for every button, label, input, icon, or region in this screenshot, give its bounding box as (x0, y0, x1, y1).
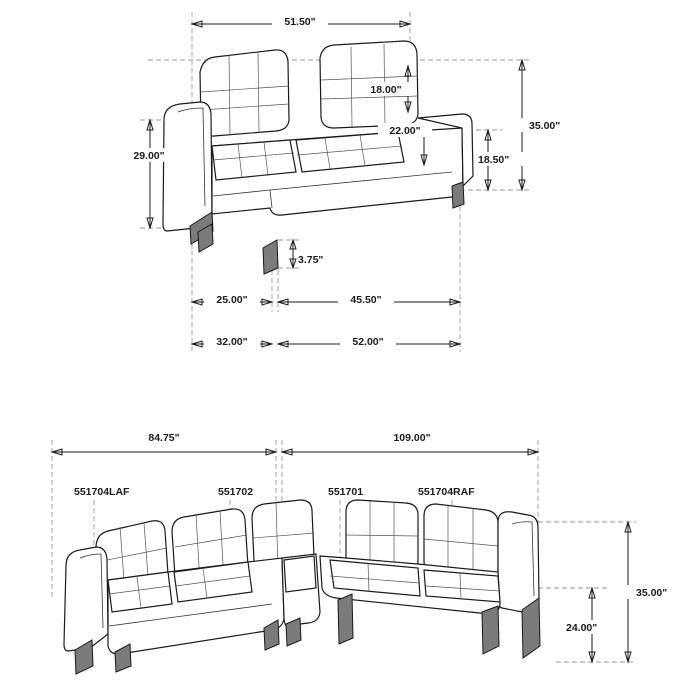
part-code-right-arm-facing: 551704RAF (418, 486, 475, 498)
dim-top-width-label: 51.50" (284, 16, 316, 28)
dim-back-height-label: 29.00" (133, 150, 165, 162)
sectional-illustration (64, 500, 540, 674)
dim-arm-height (476, 130, 526, 190)
dim-base-depth-label: 32.00" (216, 336, 248, 348)
sectional-corner-leg-3 (338, 594, 353, 644)
part-code-corner: 551701 (328, 486, 364, 498)
dim-overall-height (502, 60, 560, 190)
front-left-leg (263, 240, 278, 274)
part-code-left-arm-facing: 551704LAF (74, 486, 130, 498)
rear-right-leg (452, 182, 464, 208)
dim-seat-height (560, 588, 616, 662)
part-code-labels (74, 486, 475, 498)
dim-top-width (192, 14, 410, 28)
dim-leg-height-label: 3.75" (298, 254, 324, 266)
dim-sectional-overall-height (608, 522, 667, 662)
dim-seat-width (278, 292, 460, 306)
dim-overall-height-label: 35.00" (529, 120, 561, 132)
dim-arm-height-label: 18.50" (478, 154, 510, 166)
dim-back-cushion-height-label: 18.00" (370, 84, 402, 96)
dim-left-span-label: 84.75" (148, 432, 180, 444)
dim-leg-height (290, 240, 323, 268)
part-code-armless: 551702 (218, 486, 254, 498)
dim-base-width-label: 52.00" (352, 336, 384, 348)
dim-sectional-overall-height-label: 35.00" (636, 587, 668, 599)
dim-left-span (52, 430, 276, 455)
dim-seat-width-label: 45.50" (350, 294, 382, 306)
dim-seat-height-label: 24.00" (566, 622, 598, 634)
dim-seat-depth-label: 22.00" (389, 125, 421, 137)
dim-right-span (282, 430, 538, 455)
dim-right-span-label: 109.00" (393, 432, 431, 444)
dim-base-width (278, 334, 460, 348)
dim-arm-depth-label: 25.00" (216, 294, 248, 306)
dim-arm-depth (192, 292, 272, 306)
dim-base-depth (192, 334, 272, 348)
sectional-right-leg (482, 606, 499, 654)
